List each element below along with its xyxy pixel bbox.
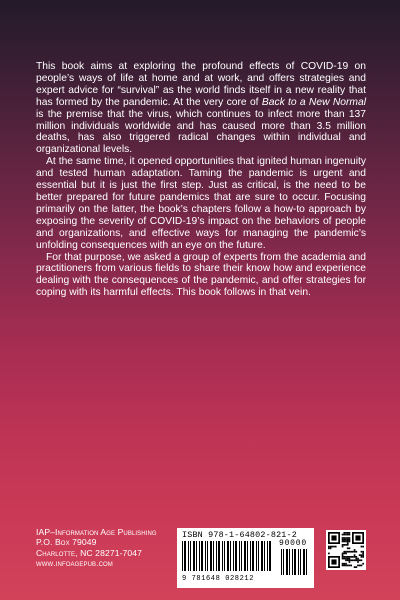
publisher-info [36, 527, 157, 569]
blurb-text: is the premise that the virus, which continues to infect more than 137 million individuals worldwide and has caused more than 3.5 million deaths, has also triggered radical changes within individual and organizational levels. [36, 108, 366, 156]
book-title-italic: Back to a New Normal [261, 96, 367, 108]
publisher-name: IAP–Information Age Publishing [36, 527, 157, 537]
qr-code-pattern [328, 532, 364, 568]
blurb-paragraph-3: For that purpose, we asked a group of experts from the academia and practitioners from various fields to share their know how and experience dealing with the consequences of the pandemic, and offer strategies for coping with its harmful effects. This book follows in that vein. [36, 251, 366, 299]
ean-barcode-bars [182, 541, 274, 577]
back-cover-blurb [36, 61, 366, 299]
barcode-area [182, 541, 309, 581]
ean-digits: 9 781648 028212 [182, 575, 255, 583]
publisher-address-line-1: P.O. Box 79049 [36, 537, 97, 548]
isbn-barcode [177, 528, 314, 588]
publisher-address-line-2: Charlotte, NC 28271-7047 [36, 547, 143, 558]
isbn-label: ISBN 978-1-64802-821-2 [182, 530, 297, 540]
blurb-paragraph-2: At the same time, it opened opportunities that ignited human ingenuity and tested human adaptation. Taming the pandemic is urgent and essential but it is just the first step. Just as critical, is the need to be better prepared for future pandemics that are sure to occur. Focusing primarily on the latter, the book’s chapters follow a how-to approach by exposing the severity of COVID-19’s impact on the behaviors of people and organizations, and effective ways for managing the pandemic’s unfolding consequences with an eye on the future. [36, 156, 366, 251]
publisher-website: www.infoagepub.com [36, 558, 113, 569]
addon-barcode-bars [281, 549, 309, 575]
qr-code [326, 530, 366, 570]
blurb-paragraph-1 [36, 61, 366, 156]
blurb-text: This book aims at exploring the profound effects of COVID-19 on people’s ways of life at home and at work, and offers strategies and expert advice for “survival” as the world finds itself in a new reality that has formed by the pandemic. At the very core of [36, 61, 366, 108]
price-code: 90000 [278, 539, 307, 548]
